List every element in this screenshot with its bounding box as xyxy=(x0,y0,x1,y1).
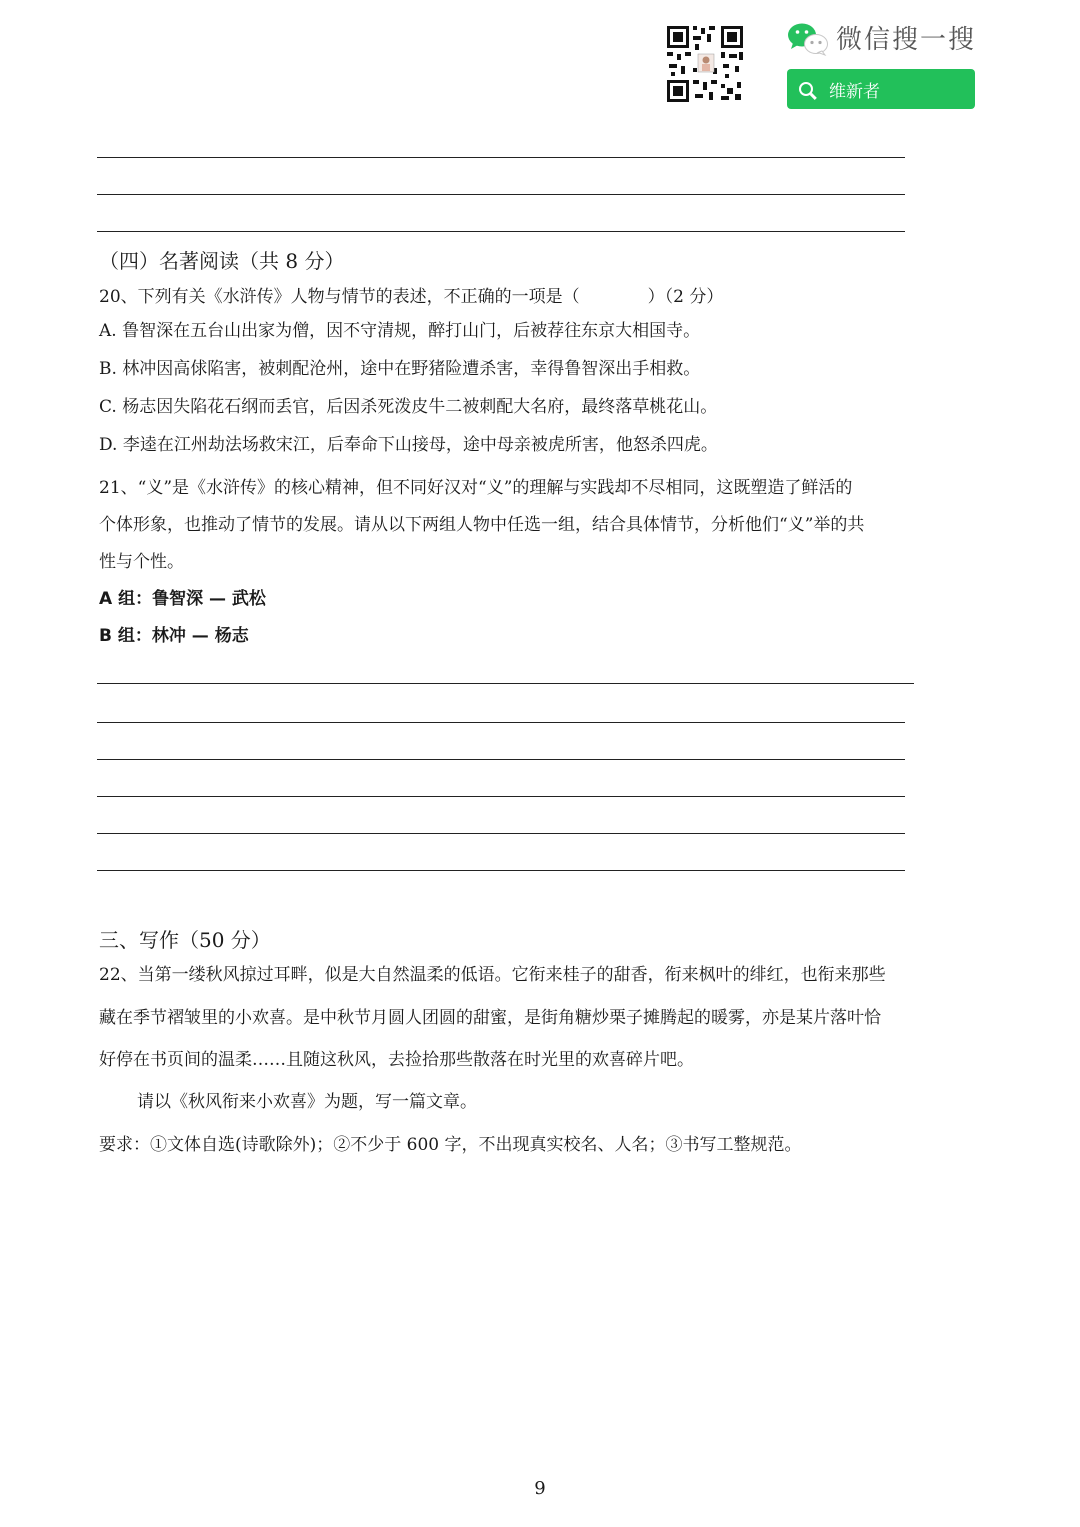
writing-prompt: 请以《秋风衔来小欢喜》为题，写一篇文章。 xyxy=(137,1092,477,1112)
answer-line[interactable] xyxy=(97,759,905,760)
question-22-line: 藏在季节褶皱里的小欢喜。是中秋节月圆人团圆的甜蜜，是街角糖炒栗子摊腾起的暖雾，亦是某片落叶恰 xyxy=(99,1008,881,1028)
option-c: C. 杨志因失陷花石纲而丢官，后因杀死泼皮牛二被刺配大名府，最终落草桃花山。 xyxy=(99,397,718,417)
wechat-logo-icon xyxy=(787,22,829,56)
search-icon xyxy=(799,82,813,96)
question-21-line: 个体形象，也推动了情节的发展。请从以下两组人物中任选一组，结合具体情节，分析他们“义”举的共 xyxy=(99,515,865,535)
option-d: D. 李逵在江州劫法场救宋江，后奉命下山接母，途中母亲被虎所害，他怒杀四虎。 xyxy=(99,435,718,455)
group-b-label: B 组：林冲 — 杨志 xyxy=(99,626,249,646)
answer-line[interactable] xyxy=(97,683,914,684)
question-21-line: 21、“义”是《水浒传》的核心精神，但不同好汉对“义”的理解与实践却不尽相同，这既塑造了鲜活的 xyxy=(99,478,853,498)
answer-line[interactable] xyxy=(97,833,905,834)
section-title: （四）名著阅读（共 8 分） xyxy=(99,249,345,273)
section-title: 三、写作（50 分） xyxy=(99,928,271,952)
question-20-stem: 20、下列有关《水浒传》人物与情节的表述，不正确的一项是（ ）（2 分） xyxy=(99,287,724,307)
question-22-line: 22、当第一缕秋风掠过耳畔，似是大自然温柔的低语。它衔来桂子的甜香，衔来枫叶的绯红，也衔来那些 xyxy=(99,965,886,985)
question-21-line: 性与个性。 xyxy=(99,552,184,572)
writing-requirements: 要求：①文体自选(诗歌除外)；②不少于 600 字，不出现真实校名、人名；③书写工整规范。 xyxy=(99,1135,802,1155)
question-22-line: 好停在书页间的温柔……且随这秋风，去捡拾那些散落在时光里的欢喜碎片吧。 xyxy=(99,1050,694,1070)
option-b: B. 林冲因高俅陷害，被刺配沧州，途中在野猪险遭杀害，幸得鲁智深出手相救。 xyxy=(99,359,701,379)
group-a-label: A 组：鲁智深 — 武松 xyxy=(99,589,266,609)
answer-line[interactable] xyxy=(97,870,905,871)
answer-line[interactable] xyxy=(97,157,905,158)
page-number: 9 xyxy=(534,1478,546,1499)
answer-line[interactable] xyxy=(97,194,905,195)
search-button-label: 维新者 xyxy=(829,81,880,102)
answer-line[interactable] xyxy=(97,722,905,723)
option-a: A. 鲁智深在五台山出家为僧，因不守清规，醉打山门，后被荐往东京大相国寺。 xyxy=(99,321,701,341)
answer-line[interactable] xyxy=(97,231,905,232)
search-button[interactable] xyxy=(787,69,975,109)
qr-code-icon[interactable] xyxy=(665,24,745,104)
brand-title: 微信搜一搜 xyxy=(836,25,977,55)
answer-line[interactable] xyxy=(97,796,905,797)
